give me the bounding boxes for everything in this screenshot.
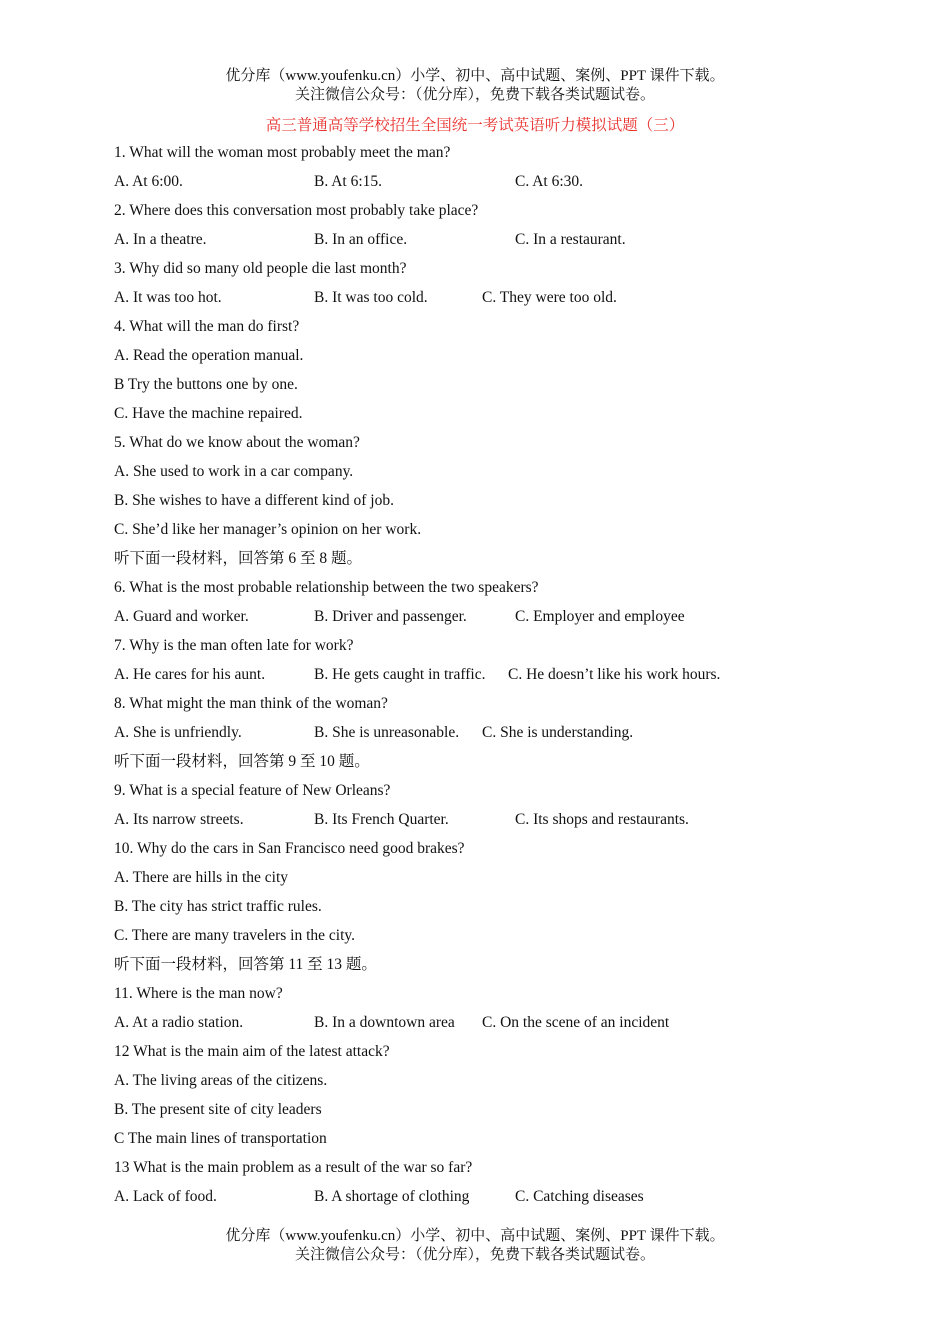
question-5-stem: 5. What do we know about the woman? — [114, 434, 360, 451]
question-5-option-c: C. She’d like her manager’s opinion on her work. — [114, 521, 422, 538]
question-3-stem: 3. Why did so many old people die last month? — [114, 260, 407, 277]
footer-line-2: 关注微信公众号：（优分库），免费下载各类试题试卷。 — [294, 1247, 655, 1263]
question-11-option-b: B. In a downtown area — [314, 1014, 455, 1031]
question-9-option-b: B. Its French Quarter. — [314, 811, 449, 828]
question-12-option-b: B. The present site of city leaders — [114, 1101, 322, 1118]
question-9-stem: 9. What is a special feature of New Orleans? — [114, 782, 391, 799]
question-10-stem: 10. Why do the cars in San Francisco need good brakes? — [114, 840, 465, 857]
question-8-stem: 8. What might the man think of the woman? — [114, 695, 388, 712]
question-4-option-a: A. Read the operation manual. — [114, 347, 304, 364]
question-11-stem: 11. Where is the man now? — [114, 985, 283, 1002]
section-instruction-9-10: 听下面一段材料，回答第 9 至 10 题。 — [114, 753, 370, 770]
question-10-option-a: A. There are hills in the city — [114, 869, 289, 886]
question-6-stem: 6. What is the most probable relationship between the two speakers? — [114, 579, 539, 596]
question-8-option-b: B. She is unreasonable. — [314, 724, 460, 741]
question-7-option-c: C. He doesn’t like his work hours. — [508, 666, 721, 683]
question-6-option-b: B. Driver and passenger. — [314, 608, 467, 625]
question-8-option-c: C. She is understanding. — [482, 724, 634, 741]
header-line-2: 关注微信公众号：（优分库），免费下载各类试题试卷。 — [294, 87, 655, 103]
question-1-option-c: C. At 6:30. — [515, 173, 584, 190]
question-3-option-a: A. It was too hot. — [114, 289, 222, 306]
question-9-option-a: A. Its narrow streets. — [114, 811, 244, 828]
question-2-stem: 2. Where does this conversation most probably take place? — [114, 202, 479, 219]
question-2-option-c: C. In a restaurant. — [515, 231, 626, 248]
question-11-option-c: C. On the scene of an incident — [482, 1014, 670, 1031]
exam-title: 高三普通高等学校招生全国统一考试英语听力模拟试题（三） — [265, 117, 685, 134]
question-1-stem: 1. What will the woman most probably meet the man? — [114, 144, 451, 161]
question-7-stem: 7. Why is the man often late for work? — [114, 637, 354, 654]
question-8-option-a: A. She is unfriendly. — [114, 724, 242, 741]
question-10-option-b: B. The city has strict traffic rules. — [114, 898, 322, 915]
question-7-option-b: B. He gets caught in traffic. — [314, 666, 486, 683]
question-3-option-c: C. They were too old. — [482, 289, 617, 306]
question-12-stem: 12 What is the main aim of the latest attack? — [114, 1043, 390, 1060]
question-13-stem: 13 What is the main problem as a result of the war so far? — [114, 1159, 473, 1176]
question-6-option-a: A. Guard and worker. — [114, 608, 249, 625]
question-5-option-b: B. She wishes to have a different kind of job. — [114, 492, 394, 509]
question-13-option-c: C. Catching diseases — [515, 1188, 644, 1205]
question-5-option-a: A. She used to work in a car company. — [114, 463, 354, 480]
header-line-1: 优分库（www.youfenku.cn）小学、初中、高中试题、案例、PPT 课件下载。 — [225, 68, 725, 84]
question-7-option-a: A. He cares for his aunt. — [114, 666, 266, 683]
question-13-option-a: A. Lack of food. — [114, 1188, 217, 1205]
question-11-option-a: A. At a radio station. — [114, 1014, 244, 1031]
question-6-option-c: C. Employer and employee — [515, 608, 685, 625]
question-12-option-a: A. The living areas of the citizens. — [114, 1072, 328, 1089]
question-1-option-b: B. At 6:15. — [314, 173, 383, 190]
question-4-option-c: C. Have the machine repaired. — [114, 405, 303, 422]
question-10-option-c: C. There are many travelers in the city. — [114, 927, 356, 944]
section-instruction-6-8: 听下面一段材料，回答第 6 至 8 题。 — [114, 550, 363, 567]
question-12-option-c: C The main lines of transportation — [114, 1130, 327, 1147]
question-4-stem: 4. What will the man do first? — [114, 318, 300, 335]
footer-line-1: 优分库（www.youfenku.cn）小学、初中、高中试题、案例、PPT 课件下载。 — [225, 1228, 725, 1244]
question-13-option-b: B. A shortage of clothing — [314, 1188, 470, 1205]
section-instruction-11-13: 听下面一段材料，回答第 11 至 13 题。 — [114, 956, 377, 973]
question-2-option-a: A. In a theatre. — [114, 231, 207, 248]
question-2-option-b: B. In an office. — [314, 231, 408, 248]
question-3-option-b: B. It was too cold. — [314, 289, 428, 306]
question-1-option-a: A. At 6:00. — [114, 173, 183, 190]
question-9-option-c: C. Its shops and restaurants. — [515, 811, 689, 828]
question-4-option-b: B Try the buttons one by one. — [114, 376, 298, 393]
